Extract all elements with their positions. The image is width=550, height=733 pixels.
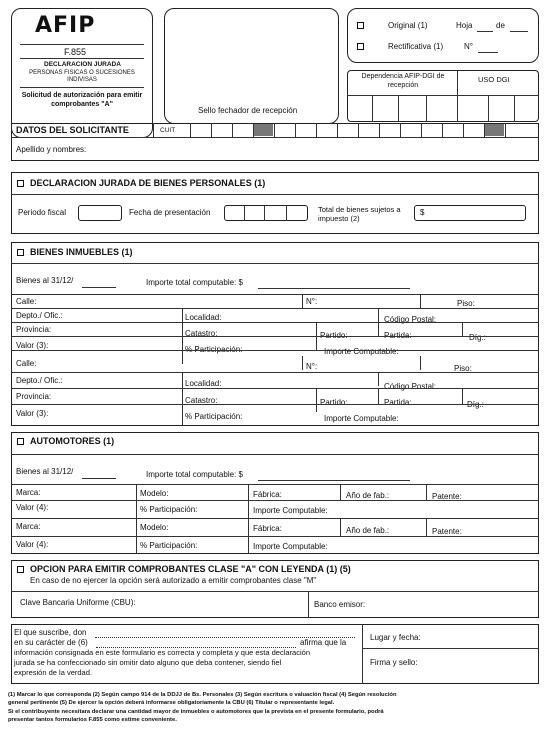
inm2-depto[interactable]: Depto./ Ofic.: [16,376,63,385]
auto2-modelo[interactable]: Modelo: [140,523,169,532]
inmuebles-checkbox[interactable] [17,249,24,256]
inm2-partido[interactable]: Partido: [320,398,348,407]
firma-line-2b: afirma que la [300,638,347,647]
ddjj-title: DECLARACION JURADA DE BIENES PERSONALES (1) [30,178,266,188]
afip-logo: AFIP [35,13,96,38]
firma-line-2a: en su carácter de (6) [14,638,88,647]
apellido-label: Apellido y nombres: [16,145,87,154]
fecha-label: Fecha de presentación [129,208,211,217]
inm1-numero[interactable]: N°: [306,297,318,306]
inm1-codigo-postal[interactable]: Código Postal: [384,315,437,324]
banco-label[interactable]: Banco emisor: [314,600,366,609]
inmuebles-section [11,242,539,426]
firma-line-3: información consignada en este formulario es correcta y completa y que esta declaración [14,648,310,657]
original-box [347,8,539,63]
original-checkbox[interactable] [357,22,364,29]
auto2-valor[interactable]: Valor (4): [16,540,49,549]
footnote-4: presentar tantos formularios F.855 como estime conveniente. [8,717,177,723]
auto1-fabrica[interactable]: Fábrica: [253,490,282,499]
firma-line-5: expresión de la verdad. [14,668,92,677]
numero-label: N° [464,42,473,51]
opcion-title: OPCION PARA EMITIR COMPROBANTES CLASE "A" CON LEYENDA (1) (5) [30,564,351,574]
auto-bienes-al: Bienes al 31/12/ [16,467,74,476]
fecha-input[interactable] [224,205,308,221]
form-title-3: Solicitud de autorización para emitir comprobantes "A" [21,92,143,108]
rectificativa-label: Rectificativa (1) [388,42,444,51]
inmuebles-title: BIENES INMUEBLES (1) [30,247,133,257]
cbu-label[interactable]: Clave Bancaria Uniforme (CBU): [20,598,136,607]
inm1-piso[interactable]: Piso: [457,299,475,308]
firma-sello-label[interactable]: Firma y sello: [370,658,418,667]
uso-dgi-label: USO DGI [478,75,510,84]
inm2-codigo-postal[interactable]: Código Postal: [384,382,437,391]
inm2-importe-computable[interactable]: Importe Computable: [324,414,399,423]
periodo-input[interactable] [78,205,122,221]
de-label: de [496,21,505,30]
total-currency: $ [420,208,425,217]
auto-importe-total: Importe total computable: $ [146,470,243,479]
inm2-provincia[interactable]: Provincia: [16,392,52,401]
periodo-label: Periodo fiscal [18,208,67,217]
auto2-anio[interactable]: Año de fab.: [346,526,390,535]
footnote-1: (1) Marcar lo que corresponda (2) Según campo 914 de la DDJJ de Bs. Personales (3) Según escritura o valuación fiscal (4) Según resolución [8,692,397,698]
firma-line-1: El que suscribe, don [14,628,87,637]
auto1-patente[interactable]: Patente: [432,492,462,501]
auto2-marca[interactable]: Marca: [16,522,41,531]
auto1-valor[interactable]: Valor (4): [16,503,49,512]
form-title-2: PERSONAS FISICAS O SUCESIONES INDIVISAS [29,70,135,83]
inm2-partida[interactable]: Partida: [384,398,412,407]
auto2-participacion[interactable]: % Participación: [140,541,198,550]
total-label: Total de bienes sujetos a impuesto (2) [318,205,401,223]
inm1-importe-computable[interactable]: Importe Computable: [324,347,399,356]
inm2-piso[interactable]: Piso: [454,364,472,373]
solicitante-title: DATOS DEL SOLICITANTE [16,125,129,135]
opcion-checkbox[interactable] [17,566,24,573]
cuit-label: CUIT [160,127,176,134]
automotores-title: AUTOMOTORES (1) [30,436,115,446]
inm2-valor[interactable]: Valor (3): [16,409,49,418]
footnote-3: Si el contribuyente necesitara declarar una cantidad mayor de inmuebles o automotores que la prevista en el presente formulario, podrá [8,709,384,715]
total-input[interactable] [414,205,526,221]
auto1-marca[interactable]: Marca: [16,488,41,497]
inm2-dig[interactable]: Díg.: [467,400,484,409]
inm1-participacion[interactable]: % Participación: [185,345,243,354]
form-title-1: DECLARACION JURADA [44,61,121,68]
form-number: F.855 [64,47,87,57]
inm1-calle[interactable]: Calle: [16,297,37,306]
hoja-label: Hoja [456,21,473,30]
auto1-participacion[interactable]: % Participación: [140,505,198,514]
rectificativa-checkbox[interactable] [357,43,364,50]
inm1-depto[interactable]: Depto./ Ofic.: [16,311,63,320]
auto2-patente[interactable]: Patente: [432,527,462,536]
dependencia-label: Dependencia AFIP-DGI de recepción [361,73,445,89]
auto1-importe-computable[interactable]: Importe Computable: [253,506,328,515]
auto1-modelo[interactable]: Modelo: [140,489,169,498]
inm1-valor[interactable]: Valor (3): [16,341,49,350]
inm1-localidad[interactable]: Localidad: [185,313,222,322]
stamp-label: Sello fechador de recepción [198,106,298,115]
inm1-dig[interactable]: Díg.: [469,333,486,342]
firma-line-4: jurada se ha confeccionado sin omitir dato alguno que deba contener, siendo fiel [14,658,282,667]
inm2-numero[interactable]: N°: [306,362,318,371]
inm2-localidad[interactable]: Localidad: [185,379,222,388]
cuit-digit-boxes[interactable] [190,123,539,137]
inm2-calle[interactable]: Calle: [16,359,37,368]
inm1-catastro[interactable]: Catastro: [185,329,218,338]
auto2-importe-computable[interactable]: Importe Computable: [253,542,328,551]
inmuebles-importe-total: Importe total computable: $ [146,278,243,287]
ddjj-checkbox[interactable] [17,180,24,187]
inm1-partida[interactable]: Partida: [384,331,412,340]
original-label: Original (1) [388,21,428,30]
inm1-partido[interactable]: Partido: [320,331,348,340]
inm2-catastro[interactable]: Catastro: [185,396,218,405]
lugar-fecha-label[interactable]: Lugar y fecha: [370,633,421,642]
automotores-checkbox[interactable] [17,438,24,445]
inm2-participacion[interactable]: % Participación: [185,412,243,421]
auto2-fabrica[interactable]: Fábrica: [253,524,282,533]
inm1-provincia[interactable]: Provincia: [16,325,52,334]
opcion-subtitle: En caso de no ejercer la opción será autorizado a emitir comprobantes clase "M" [30,576,317,585]
footnote-2: general pertinente (5) De ejercer la opción deberá informarse obligatoriamente la CBU (6) Titular o representante legal. [8,700,335,706]
inmuebles-bienes-al: Bienes al 31/12/ [16,276,74,285]
auto1-anio[interactable]: Año de fab.: [346,491,390,500]
